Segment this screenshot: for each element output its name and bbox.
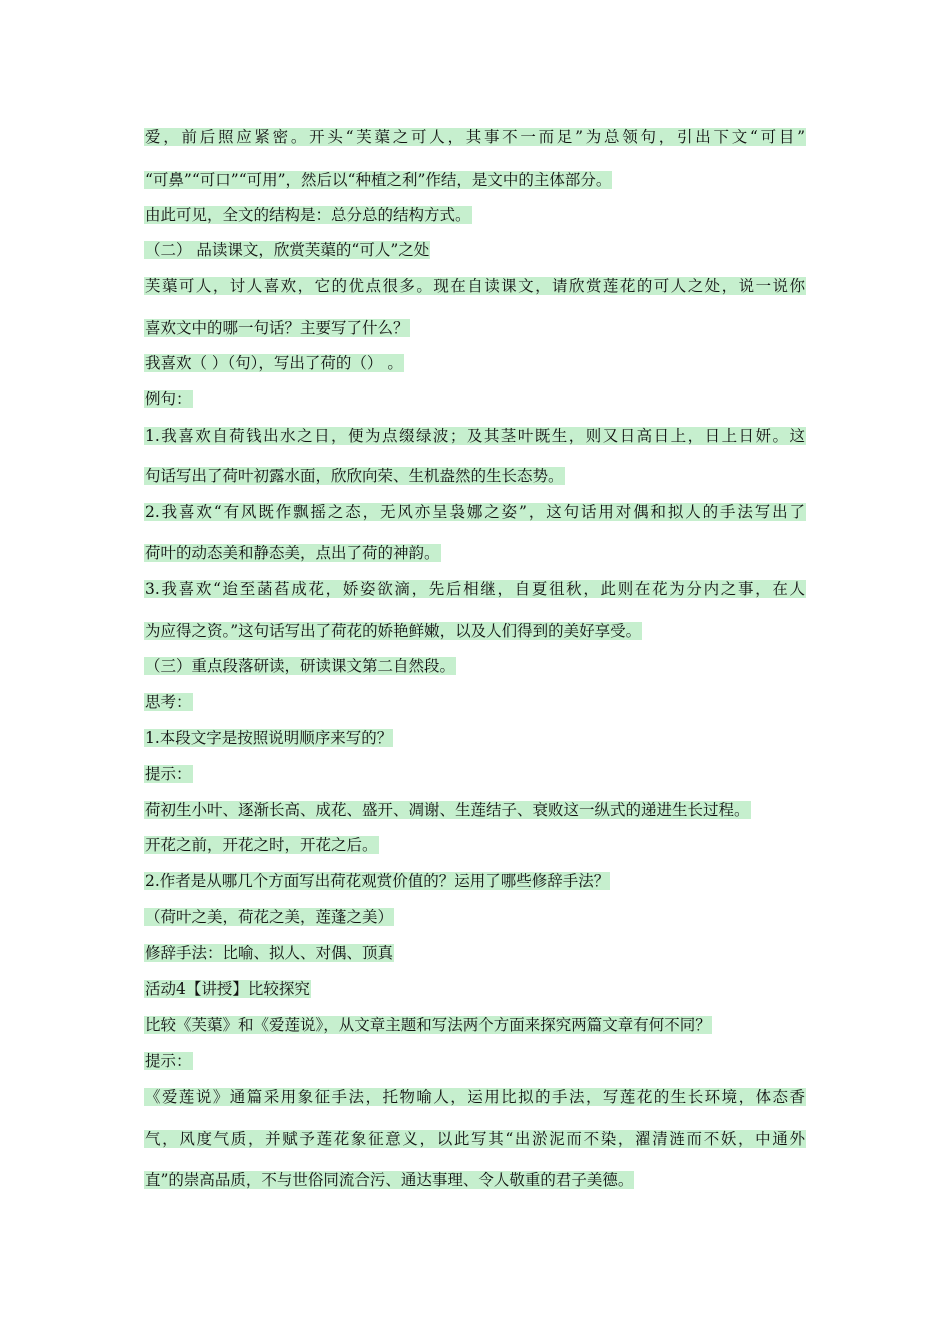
text-line: 1.我喜欢自荷钱出水之日，便为点缀绿波；及其茎叶既生，则又日高日上，日上日妍。这 [145, 427, 805, 445]
text-line: 3.我喜欢“迨至菡萏成花，娇姿欲滴，先后相继，自夏徂秋，此则在花为分内之事，在人 [145, 580, 805, 598]
text-line: 开花之前，开花之时，开花之后。 [145, 836, 378, 854]
text-line: 2.作者是从哪几个方面写出荷花观赏价值的？运用了哪些修辞手法？ [145, 872, 610, 890]
text-line: 喜欢文中的哪一句话？主要写了什么？ [145, 319, 409, 337]
text-line: “可鼻”“可口”“可用”，然后以“种植之利”作结，是文中的主体部分。 [145, 171, 612, 189]
text-line: 例句： [145, 390, 192, 408]
text-line: 荷初生小叶、逐渐长高、成花、盛开、凋谢、生莲结子、衰败这一纵式的递进生长过程。 [145, 801, 750, 819]
text-line: 提示： [145, 1052, 192, 1070]
text-line: 直”的崇高品质，不与世俗同流合污、通达事理、令人敬重的君子美德。 [145, 1171, 634, 1189]
text-line: 修辞手法：比喻、拟人、对偶、顶真 [145, 944, 394, 962]
text-line: 我喜欢（ ）（句），写出了荷的（） 。 [145, 354, 403, 372]
text-line: 芙蕖可人，讨人喜欢，它的优点很多。现在自读课文，请欣赏莲花的可人之处，说一说你 [145, 277, 805, 295]
text-line: 提示： [145, 765, 192, 783]
text-line: 句话写出了荷叶初露水面，欣欣向荣、生机盎然的生长态势。 [145, 467, 564, 485]
section-heading: （二） 品读课文，欣赏芙蕖的“可人”之处 [145, 241, 430, 259]
text-line: 比较《芙蕖》和《爱莲说》，从文章主题和写法两个方面来探究两篇文章有何不同？ [145, 1016, 711, 1034]
section-heading: （三）重点段落研读，研读课文第二自然段。 [145, 657, 456, 675]
text-line: 2.我喜欢“有风既作飘摇之态，无风亦呈袅娜之姿”，这句话用对偶和拟人的手法写出了 [145, 503, 805, 521]
text-line: （荷叶之美，荷花之美，莲蓬之美） [145, 908, 394, 926]
text-line: 荷叶的动态美和静态美，点出了荷的神韵。 [145, 544, 440, 562]
text-line: 《爱莲说》通篇采用象征手法，托物喻人，运用比拟的手法，写莲花的生长环境，体态香 [145, 1088, 805, 1106]
text-line: 为应得之资。”这句话写出了荷花的娇艳鲜嫩，以及人们得到的美好享受。 [145, 622, 642, 640]
text-line: 气，风度气质，并赋予莲花象征意义，以此写其“出淤泥而不染，濯清涟而不妖，中通外 [145, 1130, 805, 1148]
section-heading: 活动4【讲授】比较探究 [145, 980, 310, 998]
text-line: 1.本段文字是按照说明顺序来写的？ [145, 729, 393, 747]
text-line: 思考： [145, 693, 192, 711]
text-line: 由此可见，全文的结构是：总分总的结构方式。 [145, 206, 471, 224]
text-line: 爱，前后照应紧密。开头“芙蕖之可人，其事不一而足”为总领句，引出下文“可目” [145, 128, 805, 146]
